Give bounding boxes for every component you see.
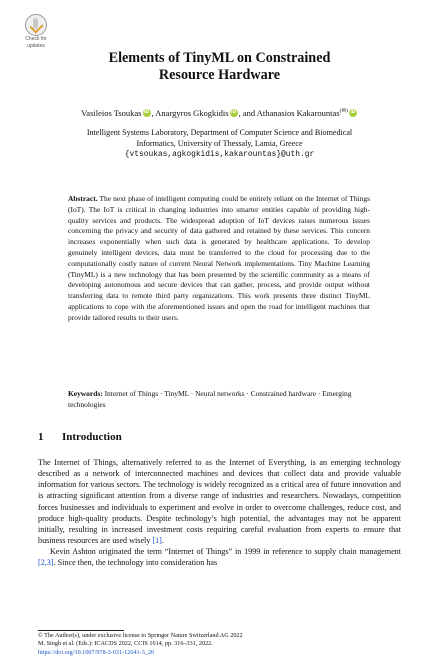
section-heading (38, 431, 122, 443)
paper-title (40, 50, 399, 84)
doi-link[interactable]: https://doi.org/10.1007/978-3-031-12641-3_26 (38, 648, 155, 656)
copyright-line: © The Author(s), under exclusive license to Springer Nature Switzerland AG 2022 (38, 632, 243, 639)
paragraph-text: The Internet of Things, alternatively referred to as the Internet of Everything, is an emerging technology described as a network of interconnected machines and devices that collect data and provide valuable information for various sectors. The technology is widely recognized as a critical area of future innovation and is attracting significant attention from a diverse range of industries and researchers. Nowadays, competition forces businesses and individuals to experiment and evolve in order to overcome challenges, reduce cost, and produce high-quality products. Despite technology’s high potential, the advantages may not be apparent initially, resulting in increased investment costs requiring careful evaluation from experts to ensure that business resources are used wisely (38, 458, 401, 546)
citation-line: M. Singh et al. (Eds.): ICACDS 2022, CCIS 1614, pp. 316–331, 2022. (38, 640, 213, 648)
paragraph-text: . Since then, the technology into consideration has (53, 558, 218, 568)
paragraph-text: Kevin Ashton originated the term “Internet of Things” in 1999 in reference to supply chain management (50, 547, 401, 557)
author-name: Vasileios Tsoukas (81, 107, 142, 118)
title-line-1: Elements of TinyML on Constrained (108, 50, 331, 66)
author-list (30, 106, 409, 119)
author-separator: , and (238, 107, 257, 118)
orcid-icon[interactable] (143, 109, 151, 117)
copyright-footer (38, 632, 408, 657)
check-for-updates-icon (25, 14, 47, 36)
paragraph (38, 546, 401, 568)
keywords-label: Keywords: (68, 389, 103, 398)
author-name: Athanasios Kakarountas (256, 107, 340, 118)
author-name: Anargyros Gkogkidis (155, 107, 229, 118)
citation-link[interactable]: [1] (152, 536, 162, 546)
footnote-rule (38, 630, 124, 631)
badge-label-2: updates (27, 42, 45, 49)
corresponding-author-mark: (✉) (339, 108, 348, 114)
orcid-icon[interactable] (230, 109, 238, 117)
body-text (38, 457, 401, 569)
author-emails[interactable]: {vtsoukas,agkogkidis,kakarountas}@uth.gr (124, 150, 315, 159)
orcid-icon[interactable] (349, 109, 357, 117)
title-line-2: Resource Hardware (158, 67, 281, 83)
abstract-text: The next phase of intelligent computing could be entirely reliant on the Internet of Things (IoT). The IoT is critical in changing industries into smarter entities capable of providing high-quality services and products. The widespread adoption of IoT devices raises numerous issues concerning the privacy and security of data gathered and retained by these services. This concern increases exponentially when such data is generated by healthcare applications. To develop genuinely intelligent devices, data must be transferred to the cloud for processing due to the computationally costly nature of current Neural Network implementations. Tiny Machine Learning (TinyML) is a new technology that has been presented by the scientific community as a means of developing autonomous and secure devices that can gather, process, and provide output without transferring data to remote third party organizations. This work presents three distinct TinyML applications to cope with the aforementioned issues and open the road for intelligent machines that provide tailored results to their users. (68, 194, 370, 322)
badge-label-1: Check for (25, 36, 47, 42)
paragraph (38, 457, 401, 546)
citation-link[interactable]: [2,3] (38, 558, 54, 568)
paragraph-text: . (161, 536, 164, 546)
abstract-label: Abstract. (68, 194, 98, 203)
author-separator: , (151, 107, 156, 118)
keywords (68, 389, 370, 411)
affiliation (40, 127, 399, 160)
section-title: Introduction (62, 431, 122, 443)
abstract (68, 194, 370, 324)
keywords-text: Internet of Things · TinyML · Neural networks · Constrained hardware · Emerging technologies (68, 389, 352, 409)
affiliation-line-2: Informatics, University of Thessaly, Lamia, Greece (136, 139, 303, 148)
check-for-updates-badge[interactable] (22, 14, 50, 49)
section-number: 1 (38, 431, 44, 443)
affiliation-line-1: Intelligent Systems Laboratory, Department of Computer Science and Biomedical (86, 128, 353, 137)
